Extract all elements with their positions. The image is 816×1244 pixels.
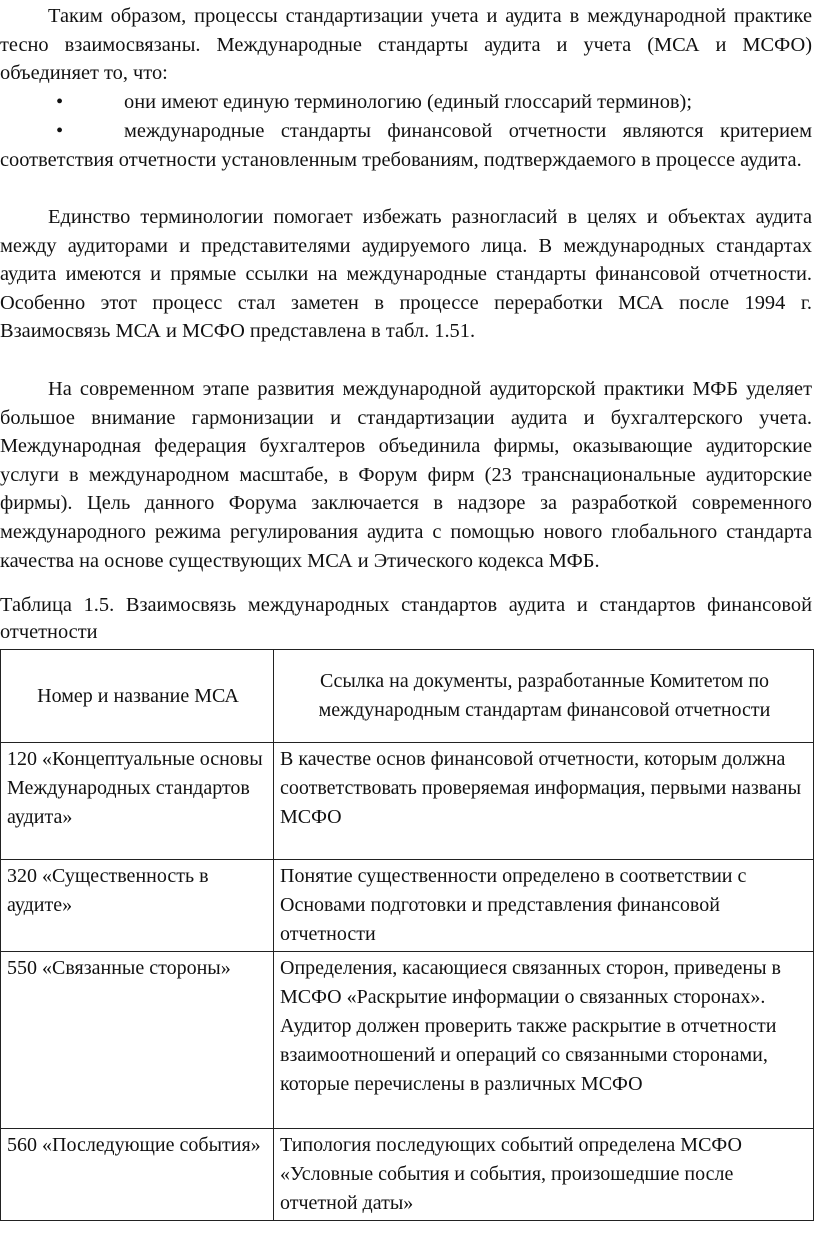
table-row <box>1 860 814 952</box>
bullet-text: международные стандарты финансовой отчетности являются критерием соответствия отчетности установленным требованиям, подтверждаемого в процессе аудита. <box>0 120 812 171</box>
table-row <box>1 743 814 860</box>
bullet-marker: • <box>56 91 64 113</box>
table-header-row <box>1 650 814 743</box>
table-cell-ifrs: Типология последующих событий определена МСФО «Условные события и события, произошедшие после отчетной даты» <box>274 1129 814 1221</box>
table-header-ifrs: Ссылка на документы, разработанные Комитетом по международным стандартам финансовой отчетности <box>274 650 814 743</box>
table-header-isa: Номер и название МСА <box>1 650 274 743</box>
table-cell-isa: 550 «Связанные стороны» <box>1 952 274 1129</box>
table-cell-ifrs: В качестве основ финансовой отчетности, которым должна соответствовать проверяемая информация, первыми названы МСФО <box>274 743 814 860</box>
table-row <box>1 952 814 1129</box>
bullet-item-criterion <box>0 117 812 174</box>
paragraph-ifac: На современном этапе развития международной аудиторской практики МФБ уделяет большое внимание гармонизации и стандартизации аудита и бухгалтерского учета. Международная федерация бухгалтеров объединила фирмы, оказывающие аудиторские услуги в международном масштабе, в Форум фирм (23 транснациональные аудиторские фирмы). Цель данного Форума заключается в надзоре за разработкой современного международного режима регулирования аудита с помощью нового глобального стандарта качества на основе существующих МСА и Этического кодекса МФБ. <box>0 378 812 572</box>
table-cell-ifrs: Понятие существенности определено в соответствии с Основами подготовки и представления финансовой отчетности <box>274 860 814 952</box>
table-row <box>1 1129 814 1221</box>
bullet-text: они имеют единую терминологию (единый глоссарий терминов); <box>124 91 692 113</box>
bullet-item-terminology <box>0 88 812 117</box>
table-cell-isa: 120 «Концептуальные основы Международных стандартов аудита» <box>1 743 274 860</box>
table-cell-isa: 560 «Последующие события» <box>1 1129 274 1221</box>
paragraph-intro: Таким образом, процессы стандартизации учета и аудита в международной практике тесно взаимосвязаны. Международные стандарты аудита и учета (МСА и МСФО) объединяет то, что: <box>0 5 812 85</box>
isa-ifrs-table <box>0 649 814 1221</box>
table-cell-ifrs: Определения, касающиеся связанных сторон, приведены в МСФО «Раскрытие информации о связанных сторонах». Аудитор должен проверить также раскрытие в отчетности взаимоотношений и операций со связанными сторонами, которые перечислены в различных МСФО <box>274 952 814 1129</box>
table-cell-isa: 320 «Существенность в аудите» <box>1 860 274 952</box>
table-caption: Таблица 1.5. Взаимосвязь международных стандартов аудита и стандартов финансовой отчетности <box>0 594 812 643</box>
bullet-marker: • <box>56 120 64 142</box>
paragraph-terminology: Единство терминологии помогает избежать разногласий в целях и объектах аудита между аудиторами и представителями аудируемого лица. В международных стандартах аудита имеются и прямые ссылки на международные стандарты финансовой отчетности. Особенно этот процесс стал заметен в процессе переработки МСА после 1994 г. Взаимосвязь МСА и МСФО представлена в табл. 1.51. <box>0 206 812 343</box>
